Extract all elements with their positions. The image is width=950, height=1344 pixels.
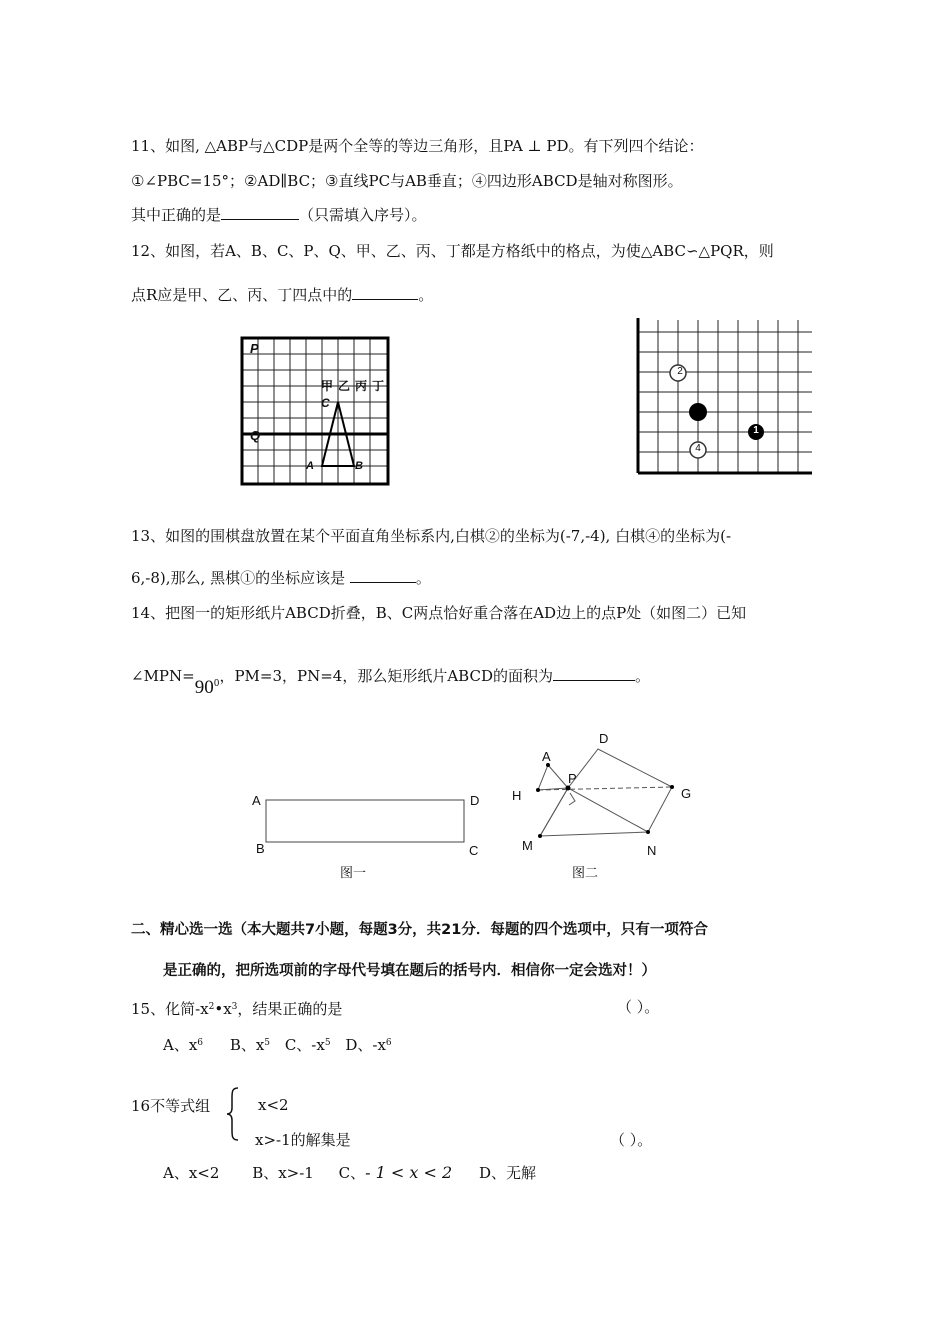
q15-exp-a: 2 [208,1002,215,1012]
q15-option-c[interactable]: C、$-x^5$ [284,1036,331,1054]
q16-option-c[interactable]: C、- 1 < x < 2 [338,1163,453,1182]
q13-line2-pre: 6,-8),那么, 黑棋①的坐标应该是 [131,569,350,587]
q11-answer-blank[interactable] [221,205,299,220]
fig2-folded [510,735,700,850]
q13-line1: 13、如图的围棋盘放置在某个平面直角坐标系内,白棋②的坐标为(-7,-4), 白棋④的坐标为(- [131,527,732,545]
grid-label-c: C [321,396,330,410]
fig2-label-d: D [599,731,609,746]
grid-label-b: B [355,460,363,472]
q16-answer-paren[interactable]: （ ）。 [610,1131,653,1149]
q15-stem-a: 15、化简-x [131,1000,209,1018]
fig2-label-p: P [568,771,577,786]
q11-line3 [131,205,427,225]
q14-line1: 14、把图一的矩形纸片ABCD折叠，B、C两点恰好重合落在AD边上的点P处（如图二）已知 [131,604,747,622]
q15-option-d[interactable]: D、$-x^6$ [345,1036,392,1054]
grid-label-a: A [306,460,314,472]
q15-stem-b: •x [214,1000,232,1018]
q15-stem-c: ，结果正确的是 [237,1000,343,1018]
q15-exp-b: 3 [231,1002,238,1012]
q14-angle-degree: 0 [213,679,220,689]
black-stone-1-label: 1 [753,425,759,436]
q12-line2 [131,285,433,305]
q12-line2-post: 。 [418,286,434,304]
q15-answer-paren[interactable]: （ ）。 [617,998,660,1016]
q15-stem [131,997,342,1019]
q16-option-d[interactable]: D、无解 [478,1164,536,1182]
fig1-label-d: D [470,793,480,808]
q16-row1: x<2 [258,1096,289,1114]
q12-line1: 12、如图，若A、B、C、P、Q、甲、乙、丙、丁都是方格纸中的格点，为使△ABC∽△PQR，则 [131,242,774,260]
q11-line3-pre: 其中正确的是 [131,206,222,224]
grid-figure [238,334,394,486]
q13-answer-blank[interactable] [350,568,416,583]
go-board [634,316,816,478]
q14-angle-value: 90 [194,677,214,698]
fig1-rectangle [264,798,468,846]
q13-line2-post: 。 [415,569,431,587]
section2-heading-line1: 二、精心选一选（本大题共7小题，每题3分，共21分．每题的四个选项中，只有一项符合 [131,922,708,938]
q11-line1: 11、如图, △ABP与△CDP是两个全等的等边三角形，且PA ⊥ PD。有下列四个结论： [131,137,704,155]
fig2-label-h: H [512,788,522,803]
grid-label-q: Q [250,428,261,443]
q16-option-c-expr: - 1 < x < 2 [365,1163,453,1182]
fig1-label-a: A [252,793,261,808]
grid-label-p: P [250,341,259,356]
q16-options [163,1163,536,1183]
q15-option-b[interactable]: B、$x^5$ [229,1036,271,1054]
black-stone-plain [689,403,707,421]
q14-line2-body: ，PM=3，PN=4，那么矩形纸片ABCD的面积为 [219,667,553,685]
q12-answer-blank[interactable] [352,285,418,300]
section2-heading-line2: 是正确的，把所选项前的字母代号填在题后的括号内．相信你一定会选对！） [163,963,656,979]
q11-line2: ①∠PBC=15°；②AD∥BC；③直线PC与AB垂直；④四边形ABCD是轴对称图形。 [131,172,683,190]
q16-brace [226,1086,240,1142]
q14-line2-post: 。 [635,667,651,685]
fig2-label-a: A [542,749,551,764]
q16-option-b[interactable]: B、x>-1 [252,1164,314,1182]
fig2-caption: 图二 [572,865,599,880]
grid-label-bing: 丙 [355,379,368,393]
q13-line2 [131,568,431,588]
fig1-label-c: C [469,843,479,858]
fig2-label-n: N [647,843,657,858]
q16-stem: 16不等式组 [131,1097,211,1115]
q16-row2: x>-1的解集是 [255,1131,351,1149]
grid-label-jia: 甲 [321,379,334,393]
grid-label-ding: 丁 [372,379,385,393]
q14-answer-blank[interactable] [553,666,635,681]
white-stone-2-label: 2 [677,366,683,377]
fig2-label-g: G [681,786,692,801]
fig2-label-m: M [522,838,533,853]
grid-label-yi: 乙 [338,379,351,393]
white-stone-4-label: 4 [695,443,701,454]
q16-option-a[interactable]: A、x<2 [163,1164,220,1182]
q15-option-a[interactable]: A、$x^6$ [163,1036,204,1054]
q14-line2 [131,664,651,698]
q14-angle-label: ∠MPN= [131,667,195,685]
q12-line2-pre: 点R应是甲、乙、丙、丁四点中的 [131,286,353,304]
q15-options [163,1033,392,1055]
fig1-caption: 图一 [340,865,367,880]
fig1-label-b: B [256,841,265,856]
q11-line3-post: （只需填入序号）。 [299,206,427,224]
